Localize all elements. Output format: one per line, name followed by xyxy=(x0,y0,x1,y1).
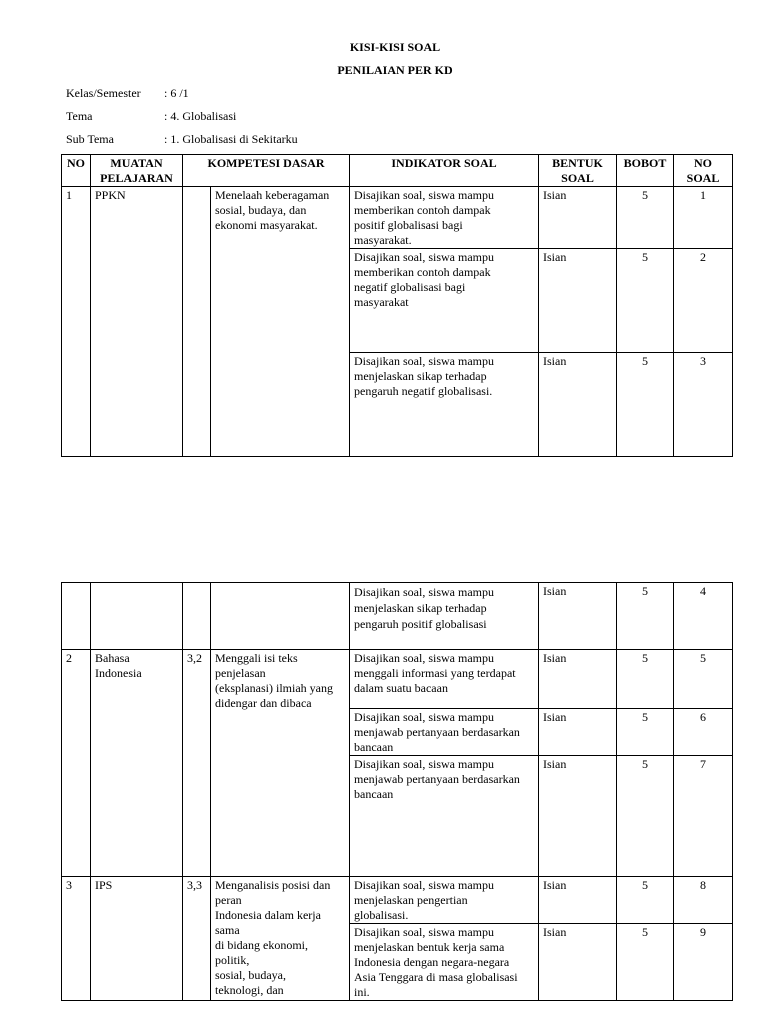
col-header-bobot: BOBOT xyxy=(617,155,674,187)
col-header-indikator: INDIKATOR SOAL xyxy=(350,155,539,187)
row-indikator: Disajikan soal, siswa mampu menjelaskan sikap terhadap pengaruh positif globalisasi xyxy=(350,583,539,650)
row-kd-text xyxy=(211,583,350,650)
row-bobot: 5 xyxy=(617,756,674,877)
row-bentuk: Isian xyxy=(539,583,617,650)
row-indikator: Disajikan soal, siswa mampu menjelaskan pengertian globalisasi. xyxy=(350,877,539,924)
row-indikator: Disajikan soal, siswa mampu menjawab pertanyaan berdasarkan bancaan xyxy=(350,756,539,877)
row-bentuk: Isian xyxy=(539,709,617,756)
table-row xyxy=(62,187,733,249)
row-bentuk: Isian xyxy=(539,877,617,924)
row-muatan: Bahasa Indonesia xyxy=(91,650,183,877)
row-bobot: 5 xyxy=(617,353,674,457)
table-row xyxy=(62,583,733,650)
row-no-soal: 8 xyxy=(674,877,733,924)
row-kd-number xyxy=(183,583,211,650)
document-title: KISI-KISI SOAL xyxy=(349,40,441,54)
row-bentuk: Isian xyxy=(539,249,617,353)
field-label-tema: Tema xyxy=(66,109,93,123)
row-kd-text: Menganalisis posisi dan peran Indonesia dalam kerja sama di bidang ekonomi, politik, sosial, budaya, teknologi, dan xyxy=(211,877,350,1001)
row-bobot: 5 xyxy=(617,709,674,756)
row-bentuk: Isian xyxy=(539,353,617,457)
row-no-soal: 2 xyxy=(674,249,733,353)
row-muatan: IPS xyxy=(91,877,183,1001)
document-subtitle: PENILAIAN PER KD xyxy=(337,63,453,77)
row-indikator: Disajikan soal, siswa mampu menjelaskan bentuk kerja sama Indonesia dengan negara-negara Asia Tenggara di masa globalisasi ini. xyxy=(350,924,539,1001)
row-no: 1 xyxy=(62,187,91,457)
row-bobot: 5 xyxy=(617,877,674,924)
row-no-soal: 7 xyxy=(674,756,733,877)
row-no-soal: 9 xyxy=(674,924,733,1001)
row-no-soal: 4 xyxy=(674,583,733,650)
row-bobot: 5 xyxy=(617,249,674,353)
row-kd-text: Menelaah keberagaman sosial, budaya, dan ekonomi masyarakat. xyxy=(211,187,350,457)
table-row xyxy=(62,650,733,709)
row-bentuk: Isian xyxy=(539,924,617,1001)
row-muatan xyxy=(91,583,183,650)
row-indikator: Disajikan soal, siswa mampu menggali informasi yang terdapat dalam suatu bacaan xyxy=(350,650,539,709)
row-bobot: 5 xyxy=(617,924,674,1001)
row-no-soal: 5 xyxy=(674,650,733,709)
row-no: 3 xyxy=(62,877,91,1001)
field-value-subtema: : 1. Globalisasi di Sekitarku xyxy=(164,132,298,146)
row-bentuk: Isian xyxy=(539,650,617,709)
row-indikator: Disajikan soal, siswa mampu memberikan contoh dampak positif globalisasi bagi masyarakat. xyxy=(350,187,539,249)
row-no: 2 xyxy=(62,650,91,877)
field-label-kelas: Kelas/Semester xyxy=(66,86,141,100)
field-label-subtema: Sub Tema xyxy=(66,132,114,146)
row-muatan: PPKN xyxy=(91,187,183,457)
row-no-soal: 1 xyxy=(674,187,733,249)
row-no-soal: 6 xyxy=(674,709,733,756)
row-bentuk: Isian xyxy=(539,187,617,249)
kisi-kisi-table xyxy=(61,154,733,457)
row-indikator: Disajikan soal, siswa mampu menjelaskan sikap terhadap pengaruh negatif globalisasi. xyxy=(350,353,539,457)
row-kd-number: 3,2 xyxy=(183,650,211,877)
row-bobot: 5 xyxy=(617,650,674,709)
col-header-no: NO xyxy=(62,155,91,187)
row-no-soal: 3 xyxy=(674,353,733,457)
row-bentuk: Isian xyxy=(539,756,617,877)
row-indikator: Disajikan soal, siswa mampu memberikan contoh dampak negatif globalisasi bagi masyarakat xyxy=(350,249,539,353)
row-indikator: Disajikan soal, siswa mampu menjawab pertanyaan berdasarkan bancaan xyxy=(350,709,539,756)
row-no xyxy=(62,583,91,650)
col-header-muatan: MUATAN PELAJARAN xyxy=(91,155,183,187)
row-kd-number xyxy=(183,187,211,457)
table-row xyxy=(62,877,733,924)
col-header-bentuk: BENTUK SOAL xyxy=(539,155,617,187)
row-bobot: 5 xyxy=(617,583,674,650)
field-value-kelas: : 6 /1 xyxy=(164,86,189,100)
kisi-kisi-table-continued xyxy=(61,582,733,1001)
col-header-nosoal: NO SOAL xyxy=(674,155,733,187)
table-header-row xyxy=(62,155,733,187)
row-kd-text: Menggali isi teks penjelasan (eksplanasi) ilmiah yang didengar dan dibaca xyxy=(211,650,350,877)
row-kd-number: 3,3 xyxy=(183,877,211,1001)
row-bobot: 5 xyxy=(617,187,674,249)
field-value-tema: : 4. Globalisasi xyxy=(164,109,237,123)
col-header-kd: KOMPETESI DASAR xyxy=(183,155,350,187)
